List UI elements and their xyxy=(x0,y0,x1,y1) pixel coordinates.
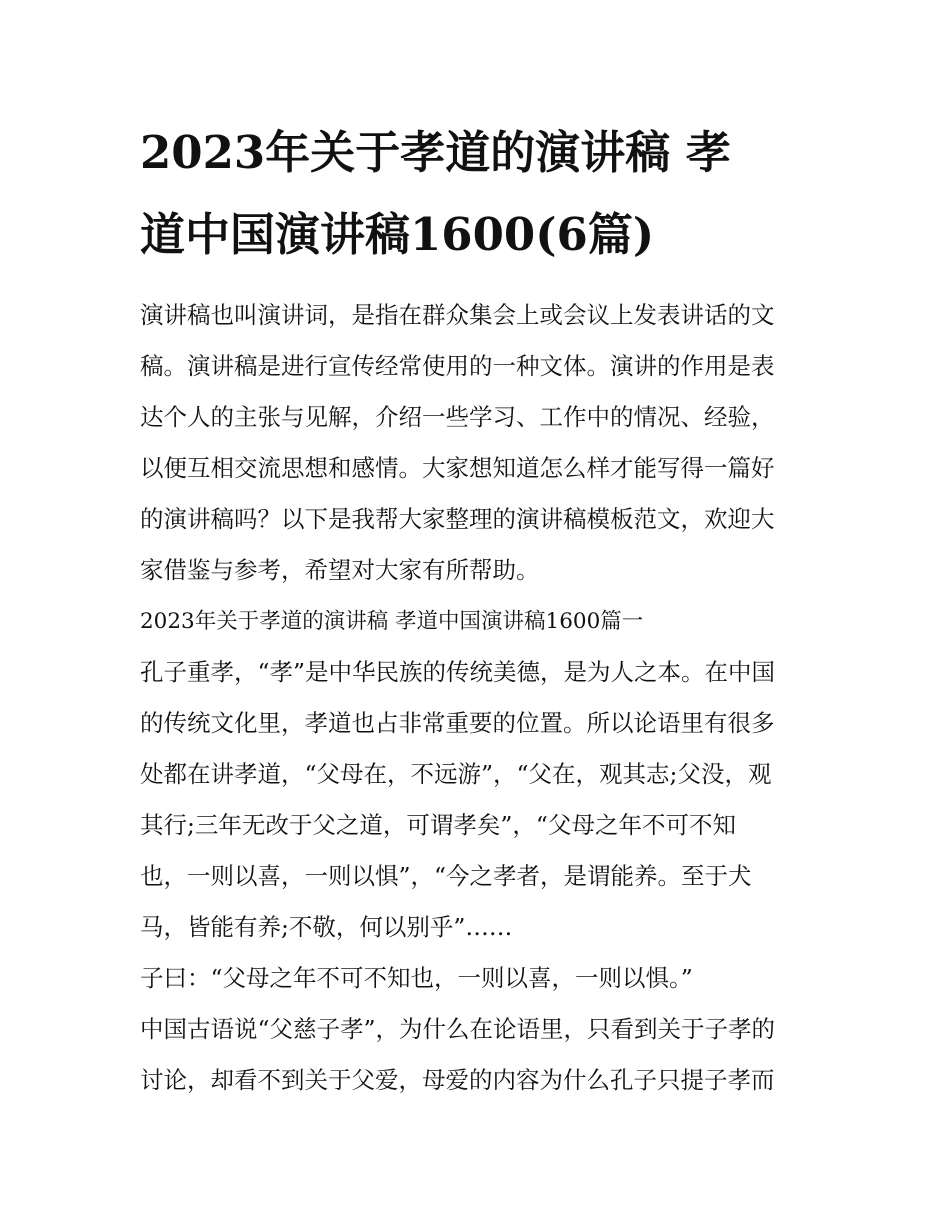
document-title xyxy=(140,112,812,276)
body-line: 中国古语说“父慈子孝”，为什么在论语里，只看到关于子孝的 xyxy=(140,1015,776,1043)
body-line: 家借鉴与参考，希望对大家有所帮助。 xyxy=(140,556,540,584)
body-line: 其行;三年无改于父之道，可谓孝矣”，“父母之年不可不知 xyxy=(140,811,736,839)
body-line: 马，皆能有养;不敬，何以别乎”…… xyxy=(140,913,513,941)
title-line: 2023年关于孝道的演讲稿 孝 xyxy=(140,126,731,179)
body-line: 达个人的主张与见解，介绍一些学习、工作中的情况、经验， xyxy=(140,403,775,431)
body-line: 的传统文化里，孝道也占非常重要的位置。所以论语里有很多 xyxy=(140,709,775,737)
body-line: 以便互相交流思想和感情。大家想知道怎么样才能写得一篇好 xyxy=(140,454,775,482)
document-body xyxy=(140,290,812,1106)
title-line: 道中国演讲稿1600(6篇) xyxy=(140,208,655,261)
body-line: 稿。演讲稿是进行宣传经常使用的一种文体。演讲的作用是表 xyxy=(140,352,775,380)
body-line: 孔子重孝，“孝”是中华民族的传统美德，是为人之本。在中国 xyxy=(140,658,776,686)
body-line: 演讲稿也叫演讲词，是指在群众集会上或会议上发表讲话的文 xyxy=(140,301,775,329)
body-line: 子曰：“父母之年不可不知也，一则以喜，一则以惧。” xyxy=(140,964,693,992)
body-line: 也，一则以喜，一则以惧”，“今之孝者，是谓能养。至于犬 xyxy=(140,862,752,890)
body-line: 的演讲稿吗？以下是我帮大家整理的演讲稿模板范文，欢迎大 xyxy=(140,505,775,533)
document-page xyxy=(140,112,812,1106)
body-line: 处都在讲孝道，“父母在，不远游”，“父在，观其志;父没，观 xyxy=(140,760,772,788)
section-heading: 2023年关于孝道的演讲稿 孝道中国演讲稿1600篇一 xyxy=(140,609,644,634)
body-line: 讨论，却看不到关于父爱，母爱的内容为什么孔子只提子孝而 xyxy=(140,1066,775,1094)
